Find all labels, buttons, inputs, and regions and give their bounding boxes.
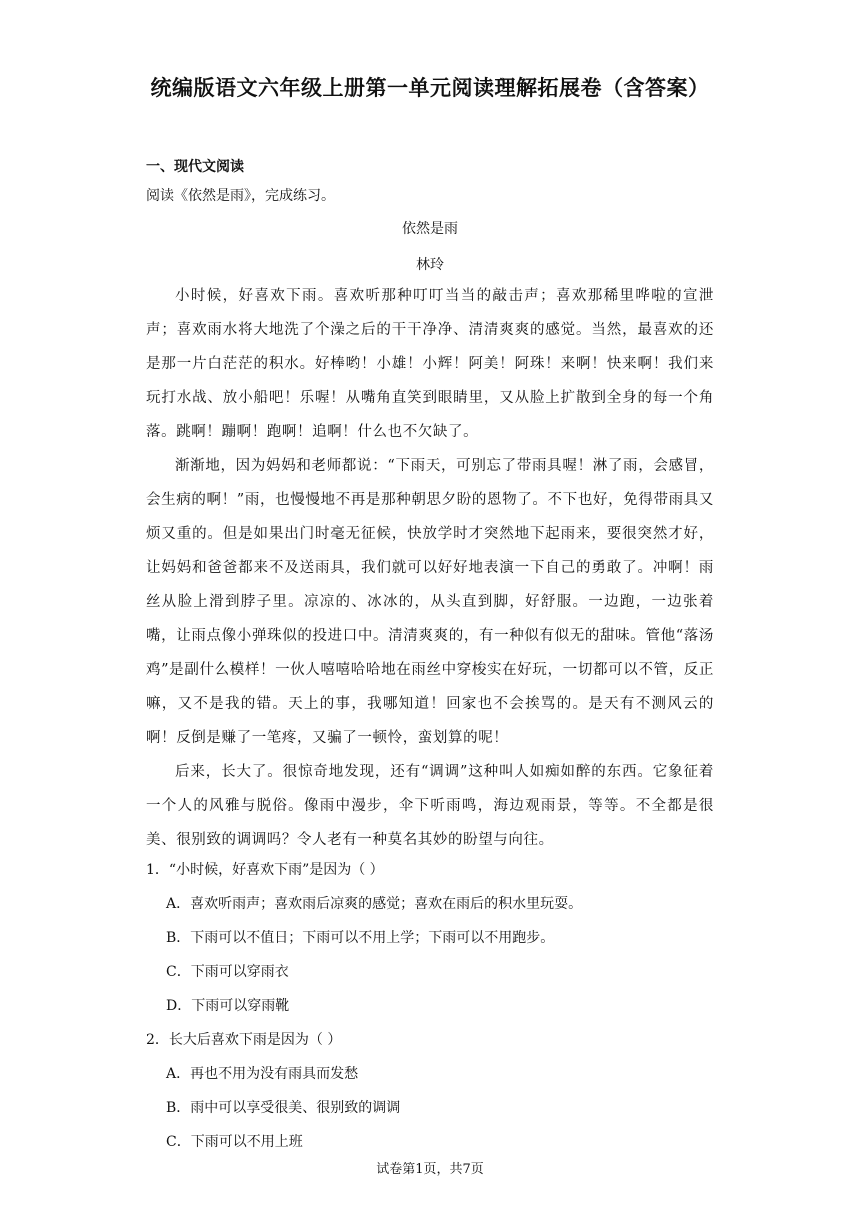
answer-option: C．下雨可以不用上班	[166, 1134, 303, 1150]
article-body	[146, 279, 714, 857]
question-stem: 1．“小时候，好喜欢下雨”是因为（ ）	[146, 862, 384, 878]
answer-option: D．下雨可以穿雨靴	[166, 998, 290, 1014]
page-footer: 试卷第1页，共7页	[376, 1162, 484, 1177]
article-paragraph: 渐渐地，因为妈妈和老师都说：“下雨天，可别忘了带雨具喔！淋了雨，会感冒，会生病的啊！”雨，也慢慢地不再是那种朝思夕盼的恩物了。不下也好，免得带雨具又烦又重的。但是如果出门时毫无征候，快放学时才突然地下起雨来，要很突然才好，让妈妈和爸爸都来不及送雨具，我们就可以好好地表演一下自己的勇敢了。冲啊！雨丝从脸上滑到脖子里。凉凉的、冰冰的，从头直到脚，好舒服。一边跑，一边张着嘴，让雨点像小弹珠似的投进口中。清清爽爽的，有一种似有似无的甜味。管他“落汤鸡”是副什么模样！一伙人嘻嘻哈哈地在雨丝中穿梭实在好玩，一切都可以不管，反正嘛，又不是我的错。天上的事，我哪知道！回家也不会挨骂的。是天有不测风云的啊！反倒是赚了一笔疼，又骗了一顿怜，蛮划算的呢！	[146, 458, 714, 746]
answer-option: A．再也不用为没有雨具而发愁	[166, 1066, 359, 1082]
document-title: 统编版语文六年级上册第一单元阅读理解拓展卷（含答案）	[150, 76, 710, 100]
question-item	[146, 1023, 714, 1159]
question-stem: 2．长大后喜欢下雨是因为（ ）	[146, 1032, 342, 1048]
article-title: 依然是雨	[402, 221, 458, 237]
article-author: 林玲	[416, 257, 444, 273]
answer-option: C．下雨可以穿雨衣	[166, 964, 289, 980]
article-paragraph: 小时候，好喜欢下雨。喜欢听那种叮叮当当的敲击声；喜欢那稀里哗啦的宣泄声；喜欢雨水将大地洗了个澡之后的干干净净、清清爽爽的感觉。当然，最喜欢的还是那一片白茫茫的积水。好棒哟！小雄！小辉！阿美！阿珠！来啊！快来啊！我们来玩打水战、放小船吧！乐喔！从嘴角直笑到眼睛里，又从脸上扩散到全身的每一个角落。跳啊！蹦啊！跑啊！追啊！什么也不欠缺了。	[146, 288, 714, 440]
question-item	[146, 853, 714, 1023]
section-heading: 一、现代文阅读	[146, 159, 244, 175]
answer-option: A．喜欢听雨声；喜欢雨后凉爽的感觉；喜欢在雨后的积水里玩耍。	[166, 896, 583, 912]
answer-option: B．雨中可以享受很美、很别致的调调	[166, 1100, 401, 1116]
reading-instruction: 阅读《依然是雨》，完成练习。	[146, 188, 335, 204]
article-paragraph: 后来，长大了。很惊奇地发现，还有“调调”这种叫人如痴如醉的东西。它象征着一个人的风雅与脱俗。像雨中漫步，伞下听雨鸣，海边观雨景，等等。不全都是很美、很别致的调调吗？令人老有一种莫名其妙的盼望与向往。	[146, 764, 714, 848]
answer-option: B．下雨可以不值日；下雨可以不用上学；下雨可以不用跑步。	[166, 930, 555, 946]
question-list	[146, 853, 714, 1159]
